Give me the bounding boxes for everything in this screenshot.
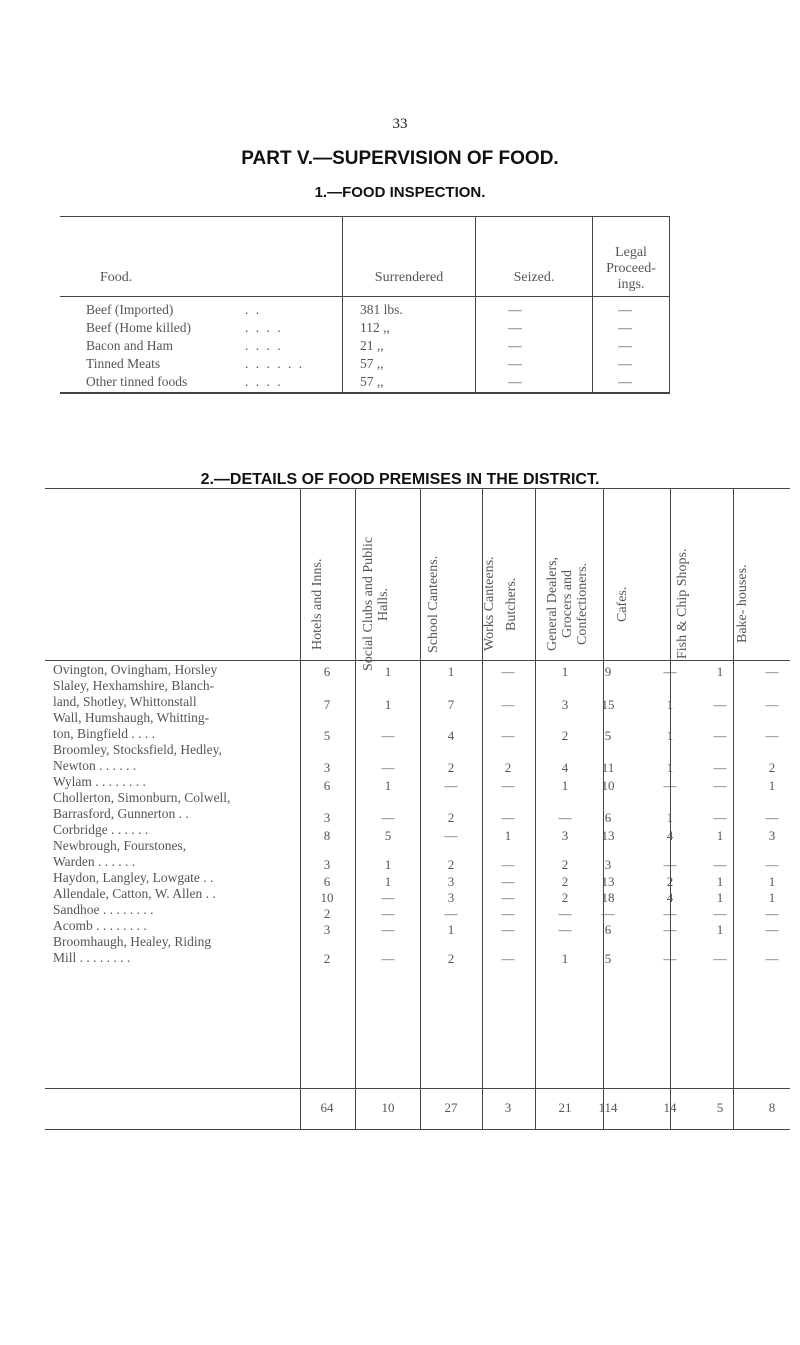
place-line: Broomley, Stocksfield, Hedley, bbox=[53, 742, 222, 757]
data-cell: — bbox=[713, 778, 727, 793]
place-line: Wylam . . . . . . . . bbox=[53, 774, 146, 789]
data-cell: 3 bbox=[604, 857, 612, 872]
data-cell: 1 bbox=[716, 890, 724, 905]
data-cell: 3 bbox=[561, 828, 569, 843]
place-line: Newton . . . . . . bbox=[53, 758, 137, 773]
data-cell: — bbox=[501, 664, 515, 679]
data-cell: 1 bbox=[768, 778, 776, 793]
data-cell: — bbox=[444, 906, 458, 921]
table-row bbox=[60, 338, 670, 356]
seized-value: — bbox=[508, 338, 522, 353]
legal-value: — bbox=[618, 338, 632, 353]
data-cell: 1 bbox=[716, 922, 724, 937]
data-cell: — bbox=[381, 728, 395, 743]
data-cell: — bbox=[501, 874, 515, 889]
data-cell: 6 bbox=[323, 778, 331, 793]
place-line: Warden . . . . . . bbox=[53, 854, 136, 869]
data-cell: 3 bbox=[323, 922, 331, 937]
table-row bbox=[60, 302, 670, 320]
data-cell: — bbox=[558, 810, 572, 825]
data-cell: 5 bbox=[604, 728, 612, 743]
data-cell: 6 bbox=[323, 664, 331, 679]
leader-dots: . . . . bbox=[245, 320, 283, 335]
data-cell: — bbox=[381, 906, 395, 921]
food-name: Beef (Home killed) bbox=[86, 320, 191, 335]
data-cell: — bbox=[663, 906, 677, 921]
data-cell: — bbox=[501, 697, 515, 712]
section2-title: 2.—DETAILS OF FOOD PREMISES IN THE DISTRICT. bbox=[200, 471, 600, 488]
data-cell: 6 bbox=[604, 922, 612, 937]
table-row bbox=[60, 320, 670, 338]
data-cell: 18 bbox=[601, 890, 615, 905]
col-header-butchers: Butchers. bbox=[504, 577, 519, 631]
data-cell: — bbox=[765, 951, 779, 966]
leader-dots: . . bbox=[245, 302, 262, 317]
data-cell: 1 bbox=[384, 874, 392, 889]
part-title: PART V.—SUPERVISION OF FOOD. bbox=[241, 148, 559, 169]
legal-value: — bbox=[618, 302, 632, 317]
food-name: Tinned Meats bbox=[86, 356, 161, 371]
data-cell: 1 bbox=[666, 728, 674, 743]
data-cell: — bbox=[765, 857, 779, 872]
place-line: Broomhaugh, Healey, Riding bbox=[53, 934, 212, 949]
data-cell: 4 bbox=[666, 828, 674, 843]
place-line: Wall, Humshaugh, Whitting- bbox=[53, 710, 210, 725]
surrendered-value: 57 ,, bbox=[360, 374, 384, 389]
data-cell: — bbox=[381, 760, 395, 775]
place-line: Corbridge . . . . . . bbox=[53, 822, 149, 837]
data-cell: — bbox=[501, 890, 515, 905]
seized-value: — bbox=[508, 356, 522, 371]
total-cell: 114 bbox=[598, 1100, 618, 1115]
total-cell: 21 bbox=[558, 1100, 572, 1115]
data-cell: — bbox=[765, 728, 779, 743]
data-cell: 3 bbox=[323, 810, 331, 825]
data-cell: 1 bbox=[384, 778, 392, 793]
food-name: Bacon and Ham bbox=[86, 338, 173, 353]
data-cell: 1 bbox=[666, 697, 674, 712]
place-line: Acomb . . . . . . . . bbox=[53, 918, 147, 933]
data-cell: 1 bbox=[561, 778, 569, 793]
legal-value: — bbox=[618, 356, 632, 371]
data-cell: 2 bbox=[504, 760, 512, 775]
data-cell: 1 bbox=[716, 664, 724, 679]
place-line: land, Shotley, Whittonstall bbox=[53, 694, 197, 709]
data-cell: — bbox=[765, 922, 779, 937]
data-cell: 7 bbox=[323, 697, 331, 712]
legal-value: — bbox=[618, 374, 632, 389]
data-cell: — bbox=[713, 697, 727, 712]
place-line: Barrasford, Gunnerton . . bbox=[53, 806, 189, 821]
data-cell: — bbox=[713, 810, 727, 825]
data-cell: — bbox=[501, 951, 515, 966]
place-line: Chollerton, Simonburn, Colwell, bbox=[53, 790, 231, 805]
total-cell: 27 bbox=[444, 1100, 458, 1115]
data-cell: — bbox=[601, 906, 615, 921]
data-cell: 11 bbox=[601, 760, 615, 775]
data-cell: 3 bbox=[323, 857, 331, 872]
data-cell: — bbox=[381, 890, 395, 905]
data-cell: 6 bbox=[323, 874, 331, 889]
data-cell: 2 bbox=[447, 951, 455, 966]
data-cell: — bbox=[501, 906, 515, 921]
header-surrendered: Surrendered bbox=[374, 270, 444, 285]
col-header-school-canteens: School Canteens. bbox=[426, 555, 441, 653]
data-cell: — bbox=[663, 922, 677, 937]
data-cell: 1 bbox=[666, 760, 674, 775]
data-cell: — bbox=[501, 778, 515, 793]
data-cell: — bbox=[444, 828, 458, 843]
data-cell: — bbox=[765, 697, 779, 712]
table-row bbox=[60, 356, 670, 374]
food-name: Other tinned foods bbox=[86, 374, 188, 389]
legal-value: — bbox=[618, 320, 632, 335]
leader-dots: . . . . bbox=[245, 338, 283, 353]
data-cell: 1 bbox=[716, 828, 724, 843]
header-seized: Seized. bbox=[513, 270, 555, 285]
col-header-bakehouses: Bake- houses. bbox=[735, 564, 750, 644]
place-line: ton, Bingfield . . . . bbox=[53, 726, 155, 741]
data-cell: 2 bbox=[561, 857, 569, 872]
place-line: Sandhoe . . . . . . . . bbox=[53, 902, 154, 917]
data-cell: 1 bbox=[384, 697, 392, 712]
data-cell: 2 bbox=[561, 890, 569, 905]
data-cell: 2 bbox=[666, 874, 674, 889]
data-cell: — bbox=[663, 778, 677, 793]
data-cell: 1 bbox=[447, 664, 455, 679]
data-cell: — bbox=[663, 857, 677, 872]
header-legal: Legal Proceed- ings. bbox=[606, 245, 656, 292]
place-line: Newbrough, Fourstones, bbox=[53, 838, 187, 853]
data-cell: 2 bbox=[323, 951, 331, 966]
data-cell: 3 bbox=[323, 760, 331, 775]
data-cell: 5 bbox=[384, 828, 392, 843]
food-inspection-table bbox=[60, 216, 670, 394]
data-cell: — bbox=[663, 951, 677, 966]
seized-value: — bbox=[508, 320, 522, 335]
data-cell: 5 bbox=[323, 728, 331, 743]
data-cell: 13 bbox=[601, 874, 615, 889]
col-header-general-dealers: General Dealers, Grocers and Confectioners. bbox=[545, 556, 590, 652]
data-cell: 3 bbox=[768, 828, 776, 843]
data-cell: — bbox=[713, 951, 727, 966]
data-cell: 1 bbox=[561, 951, 569, 966]
surrendered-value: 57 ,, bbox=[360, 356, 384, 371]
data-cell: — bbox=[501, 810, 515, 825]
surrendered-value: 112 ,, bbox=[360, 320, 390, 335]
data-cell: — bbox=[381, 951, 395, 966]
data-cell: — bbox=[558, 922, 572, 937]
data-cell: 4 bbox=[666, 890, 674, 905]
food-premises-table bbox=[45, 488, 790, 1115]
data-cell: — bbox=[713, 857, 727, 872]
data-cell: — bbox=[501, 922, 515, 937]
data-cell: — bbox=[501, 857, 515, 872]
col-header-cafes: Cafes. bbox=[615, 586, 630, 622]
data-cell: 2 bbox=[447, 760, 455, 775]
data-cell: 1 bbox=[666, 810, 674, 825]
total-cell: 5 bbox=[716, 1100, 724, 1115]
place-line: Mill . . . . . . . . bbox=[53, 950, 131, 965]
data-cell: 3 bbox=[447, 874, 455, 889]
place-line: Slaley, Hexhamshire, Blanch- bbox=[53, 678, 215, 693]
data-cell: 2 bbox=[561, 874, 569, 889]
table-row bbox=[60, 374, 670, 392]
header-food: Food. bbox=[100, 270, 133, 285]
seized-value: — bbox=[508, 374, 522, 389]
data-cell: — bbox=[713, 906, 727, 921]
data-cell: — bbox=[713, 760, 727, 775]
seized-value: — bbox=[508, 302, 522, 317]
data-cell: — bbox=[501, 728, 515, 743]
data-cell: 7 bbox=[447, 697, 455, 712]
col-header-works-canteens: Works Canteens. bbox=[482, 556, 497, 652]
data-cell: 2 bbox=[768, 760, 776, 775]
place-line: Haydon, Langley, Lowgate . . bbox=[53, 870, 214, 885]
data-cell: — bbox=[558, 906, 572, 921]
data-cell: — bbox=[765, 664, 779, 679]
data-cell: 6 bbox=[604, 810, 612, 825]
leader-dots: . . . . bbox=[245, 374, 283, 389]
data-cell: 15 bbox=[601, 697, 615, 712]
surrendered-value: 21 ,, bbox=[360, 338, 384, 353]
data-cell: — bbox=[713, 728, 727, 743]
total-cell: 10 bbox=[381, 1100, 395, 1115]
data-cell: 1 bbox=[384, 857, 392, 872]
data-cell: 1 bbox=[716, 874, 724, 889]
data-cell: — bbox=[444, 778, 458, 793]
data-cell: 2 bbox=[447, 857, 455, 872]
data-cell: 1 bbox=[447, 922, 455, 937]
data-cell: 3 bbox=[561, 697, 569, 712]
total-cell: 64 bbox=[320, 1100, 334, 1115]
data-cell: 2 bbox=[447, 810, 455, 825]
leader-dots: . . . . . . bbox=[245, 356, 305, 371]
food-name: Beef (Imported) bbox=[86, 302, 174, 317]
data-cell: 1 bbox=[384, 664, 392, 679]
data-cell: 1 bbox=[768, 874, 776, 889]
place-line: Allendale, Catton, W. Allen . . bbox=[53, 886, 216, 901]
data-cell: 5 bbox=[604, 951, 612, 966]
data-cell: 9 bbox=[604, 664, 612, 679]
section1-title: 1.—FOOD INSPECTION. bbox=[314, 184, 486, 201]
data-cell: 8 bbox=[323, 828, 331, 843]
data-cell: 3 bbox=[447, 890, 455, 905]
data-cell: — bbox=[381, 922, 395, 937]
total-cell: 8 bbox=[768, 1100, 776, 1115]
col-header-hotels: Hotels and Inns. bbox=[310, 558, 325, 650]
data-cell: 10 bbox=[320, 890, 334, 905]
col-header-fish-chip: Fish & Chip Shops. bbox=[675, 548, 690, 660]
data-cell: 1 bbox=[561, 664, 569, 679]
data-cell: 10 bbox=[601, 778, 615, 793]
col-header-social-clubs: Social Clubs and Public Halls. bbox=[361, 536, 391, 672]
data-cell: 2 bbox=[561, 728, 569, 743]
data-cell: 4 bbox=[561, 760, 569, 775]
total-cell: 14 bbox=[663, 1100, 677, 1115]
data-cell: 13 bbox=[601, 828, 615, 843]
page-number: 33 bbox=[392, 116, 408, 132]
data-cell: 1 bbox=[504, 828, 512, 843]
data-cell: 4 bbox=[447, 728, 455, 743]
total-cell: 3 bbox=[504, 1100, 512, 1115]
place-line: Ovington, Ovingham, Horsley bbox=[53, 662, 218, 677]
data-cell: — bbox=[765, 810, 779, 825]
data-cell: — bbox=[381, 810, 395, 825]
data-cell: — bbox=[765, 906, 779, 921]
surrendered-value: 381 lbs. bbox=[360, 302, 403, 317]
data-cell: 2 bbox=[323, 906, 331, 921]
data-cell: — bbox=[663, 664, 677, 679]
data-cell: 1 bbox=[768, 890, 776, 905]
